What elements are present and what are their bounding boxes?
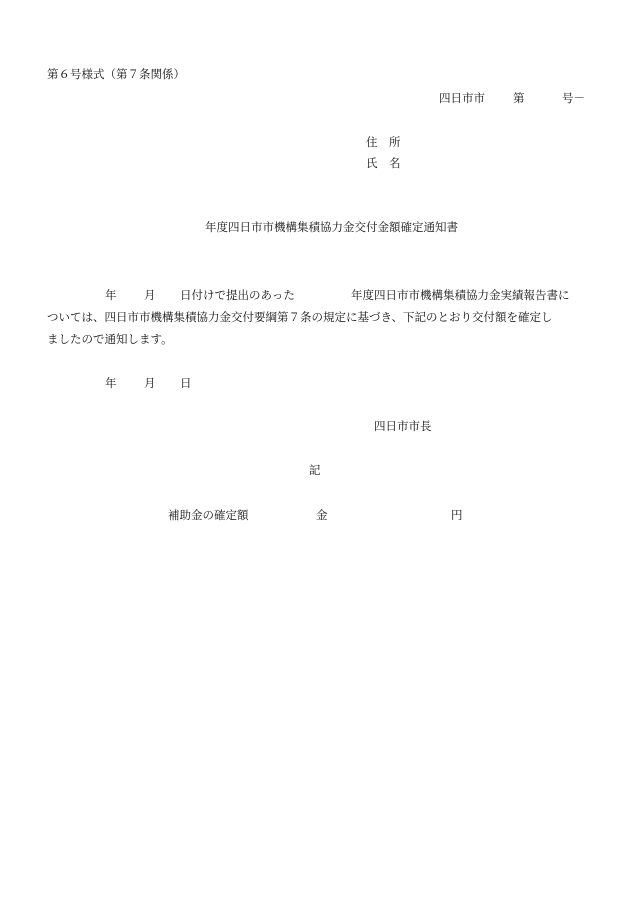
address-label: 住 所	[366, 135, 401, 149]
form-label: 第６号様式（第７条関係）	[47, 67, 185, 81]
document-number-city: 四日市市	[439, 91, 485, 105]
body-day-text: 日付けで提出のあった	[180, 288, 295, 302]
ki-marker: 記	[309, 463, 321, 477]
issuer: 四日市市長	[374, 419, 432, 433]
body-year: 年	[105, 288, 117, 302]
date-month: 月	[144, 376, 156, 390]
body-line2: ついては、四日市市機構集積協力金交付要綱第７条の規定に基づき、下記のとおり交付額を確定し	[47, 310, 553, 324]
amount-kin: 金	[316, 508, 328, 522]
body-month: 月	[144, 288, 156, 302]
name-label: 氏 名	[366, 156, 401, 170]
document-number-go: 号－	[562, 91, 585, 105]
date-year: 年	[105, 376, 117, 390]
amount-label: 補助金の確定額	[168, 508, 249, 522]
document-title: 年度四日市市機構集積協力金交付金額確定通知書	[205, 220, 458, 234]
document-number-dai: 第	[513, 91, 525, 105]
body-line1-rest: 年度四日市市機構集積協力金実績報告書に	[351, 288, 570, 302]
body-line3: ましたので通知します。	[47, 332, 173, 346]
date-day: 日	[180, 376, 192, 390]
amount-yen: 円	[451, 508, 463, 522]
